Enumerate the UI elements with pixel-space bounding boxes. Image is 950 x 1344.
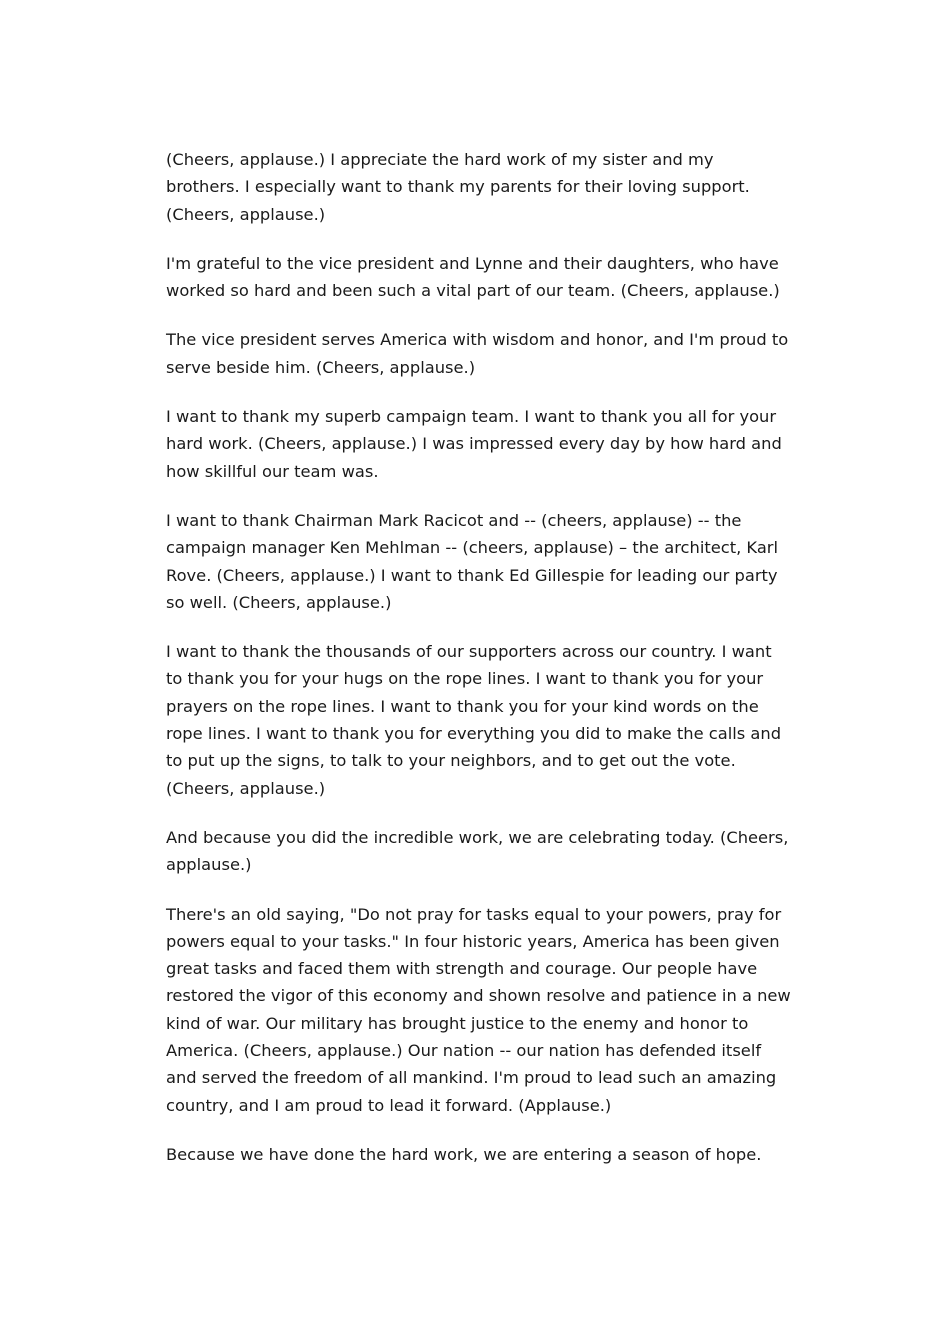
- paragraph-6: I want to thank the thousands of our supporters across our country. I want to thank you for your hugs on the rope lines. I want to thank you for your prayers on the rope lines. I want to thank you for your kind words on the rope lines. I want to thank you for everything you did to make the calls and to put up the signs, to talk to your neighbors, and to get out the vote. (Cheers, applause.): [166, 642, 782, 798]
- paragraph-8: There's an old saying, "Do not pray for tasks equal to your powers, pray for powers equal to your tasks." In four historic years, America has been given great tasks and faced them with strength and courage. Our people have restored the vigor of this economy and shown resolve and patience in a new kind of war. Our military has brought justice to the enemy and honor to America. (Cheers, applause.) Our nation -- our nation has defended itself and served the freedom of all mankind. I'm proud to lead such an amazing country, and I am proud to lead it forward. (Applause.): [166, 904, 791, 1115]
- paragraph-5: I want to thank Chairman Mark Racicot and -- (cheers, applause) -- the campaign manager Ken Mehlman -- (cheers, applause) – the architect, Karl Rove. (Cheers, applause.) I want to thank Ed Gillespie for leading our party so well. (Cheers, applause.): [166, 510, 779, 612]
- document-page: [166, 146, 792, 1190]
- paragraph-2: I'm grateful to the vice president and Lynne and their daughters, who have worked so hard and been such a vital part of our team. (Cheers, applause.): [166, 253, 780, 301]
- paragraph-3: The vice president serves America with wisdom and honor, and I'm proud to serve beside him. (Cheers, applause.): [166, 330, 789, 377]
- paragraph-4: I want to thank my superb campaign team. I want to thank you all for your hard work. (Cheers, applause.) I was impressed every day by how hard and how skillful our team was.: [166, 407, 782, 481]
- paragraph-7: And because you did the incredible work, we are celebrating today. (Cheers, applause.): [166, 827, 789, 875]
- paragraph-9: Because we have done the hard work, we are entering a season of hope.: [166, 1144, 762, 1164]
- paragraph-1: (Cheers, applause.) I appreciate the hard work of my sister and my brothers. I especially want to thank my parents for their loving support. (Cheers, applause.): [166, 150, 750, 224]
